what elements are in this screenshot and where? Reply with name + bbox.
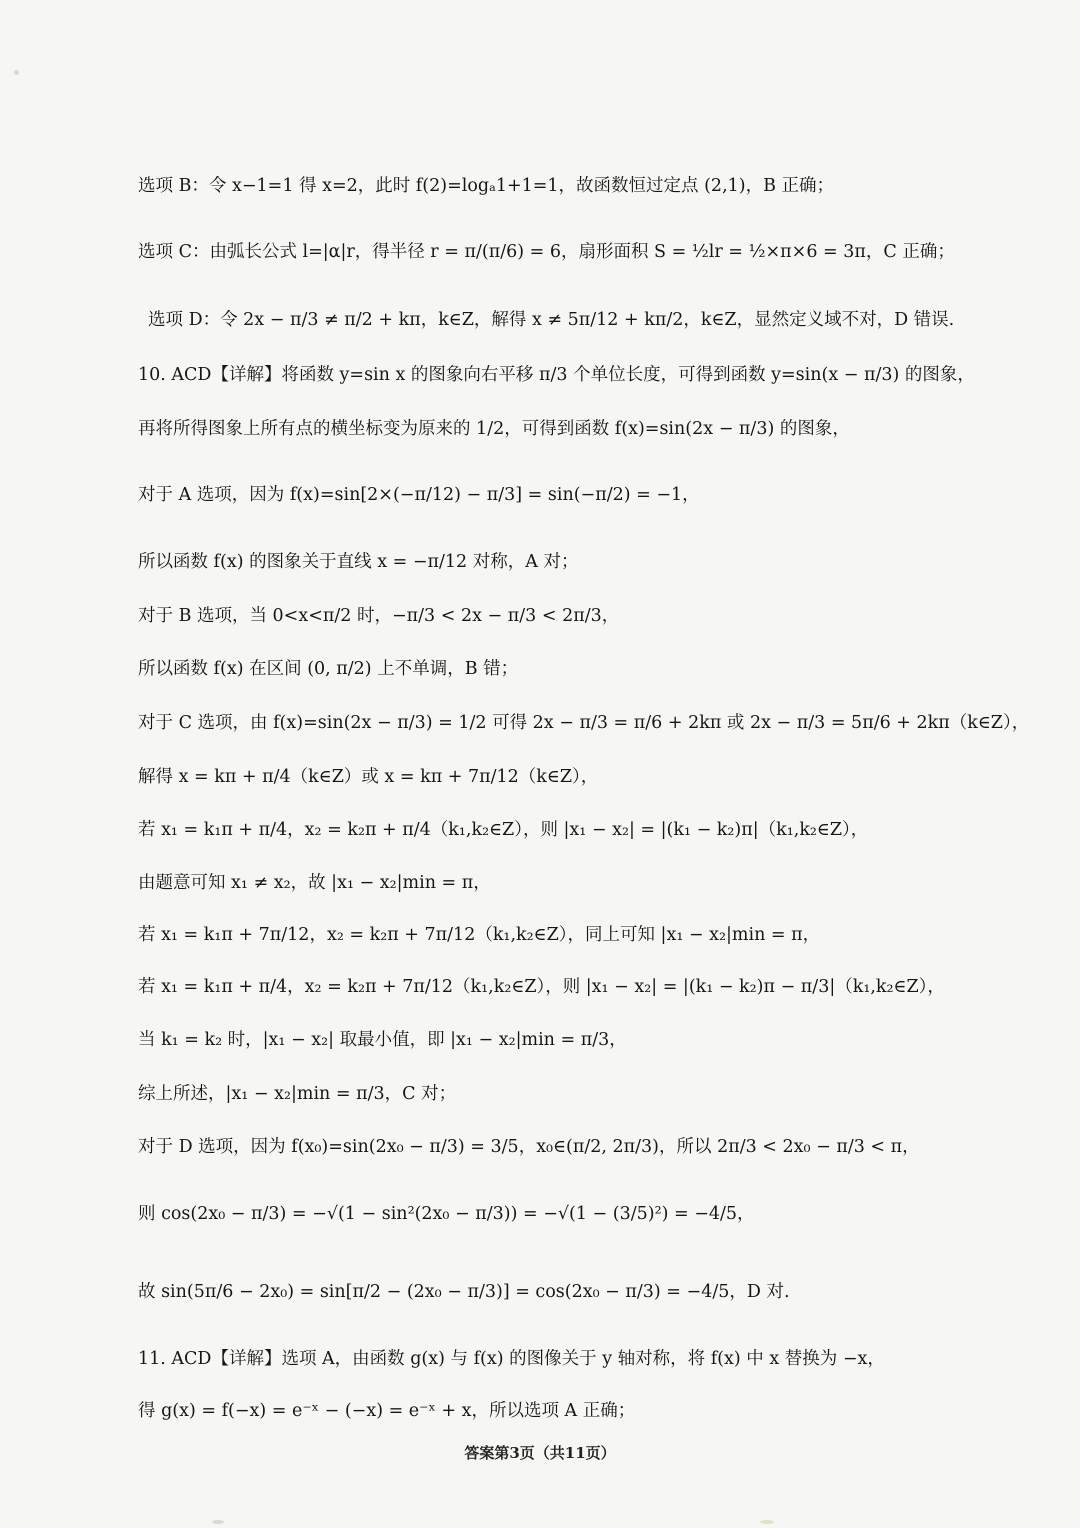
scan-speck [760, 1520, 774, 1524]
q10-c-solution-line: 解得 x = kπ + π/4（k∈Z）或 x = kπ + 7π/12（k∈Z）， [138, 767, 599, 787]
q10-b-calc-line: 对于 B 选项，当 0<x<π/2 时，−π/3 < 2x − π/3 < 2π/3， [138, 606, 620, 626]
q11-a-result-line: 得 g(x) = f(−x) = e⁻ˣ − (−x) = e⁻ˣ + x，所以选项 A 正确； [138, 1401, 636, 1421]
q10-a-calc-line: 对于 A 选项，因为 f(x)=sin[2×(−π/12) − π/3] = sin(−π/2) = −1， [138, 485, 700, 505]
option-d-line: 选项 D：令 2x − π/3 ≠ π/2 + kπ，k∈Z，解得 x ≠ 5π/12 + kπ/2，k∈Z，显然定义域不对，D 错误. [148, 310, 955, 330]
option-c-line: 选项 C：由弧长公式 l=|α|r，得半径 r = π/(π/6) = 6，扇形面积 S = ½lr = ½×π×6 = 3π，C 正确； [138, 242, 955, 262]
q10-d-conclusion-line: 故 sin(5π/6 − 2x₀) = sin[π/2 − (2x₀ − π/3)] = cos(2x₀ − π/3) = −4/5，D 对. [138, 1282, 790, 1302]
q10-c-case1-line: 若 x₁ = k₁π + π/4，x₂ = k₂π + π/4（k₁,k₂∈Z），则 |x₁ − x₂| = |(k₁ − k₂)π|（k₁,k₂∈Z）， [138, 820, 869, 840]
q10-d-given-line: 对于 D 选项，因为 f(x₀)=sin(2x₀ − π/3) = 3/5，x₀∈(π/2, 2π/3)，所以 2π/3 < 2x₀ − π/3 < π， [138, 1137, 920, 1157]
q10-c-case2-line: 若 x₁ = k₁π + 7π/12，x₂ = k₂π + 7π/12（k₁,k₂∈Z），同上可知 |x₁ − x₂|min = π， [138, 925, 821, 945]
option-b-line: 选项 B：令 x−1=1 得 x=2，此时 f(2)=logₐ1+1=1，故函数恒过定点 (2,1)，B 正确； [138, 176, 835, 196]
scan-speck [212, 1520, 224, 1524]
q10-a-conclusion-line: 所以函数 f(x) 的图象关于直线 x = −π/12 对称，A 对； [138, 552, 579, 572]
q10-b-conclusion-line: 所以函数 f(x) 在区间 (0, π/2) 上不单调，B 错； [138, 659, 519, 679]
page-footer: 答案第3页（共11页） [464, 1444, 616, 1462]
q10-transform-line: 再将所得图象上所有点的横坐标变为原来的 1/2，可得到函数 f(x)=sin(2x − π/3) 的图象， [138, 419, 850, 439]
q10-c-case1-min-line: 由题意可知 x₁ ≠ x₂，故 |x₁ − x₂|min = π， [138, 873, 491, 893]
q10-c-equation-line: 对于 C 选项，由 f(x)=sin(2x − π/3) = 1/2 可得 2x − π/3 = π/6 + 2kπ 或 2x − π/3 = 5π/6 + 2kπ（k∈Z）， [138, 713, 1030, 733]
q10-c-case3-line: 若 x₁ = k₁π + π/4，x₂ = k₂π + 7π/12（k₁,k₂∈Z），则 |x₁ − x₂| = |(k₁ − k₂)π − π/3|（k₁,k₂∈Z）， [138, 977, 945, 997]
q10-d-cos-line: 则 cos(2x₀ − π/3) = −√(1 − sin²(2x₀ − π/3)) = −√(1 − (3/5)²) = −4/5， [138, 1204, 755, 1224]
scan-speck [14, 70, 19, 75]
q10-c-summary-line: 综上所述，|x₁ − x₂|min = π/3，C 对； [138, 1084, 457, 1104]
q10-c-case3-min-line: 当 k₁ = k₂ 时，|x₁ − x₂| 取最小值，即 |x₁ − x₂|min = π/3， [138, 1030, 627, 1050]
q11-heading-line: 11. ACD【详解】选项 A，由函数 g(x) 与 f(x) 的图像关于 y 轴对称，将 f(x) 中 x 替换为 −x， [138, 1349, 885, 1369]
q10-heading-line: 10. ACD【详解】将函数 y=sin x 的图象向右平移 π/3 个单位长度，可得到函数 y=sin(x − π/3) 的图象， [138, 365, 975, 385]
